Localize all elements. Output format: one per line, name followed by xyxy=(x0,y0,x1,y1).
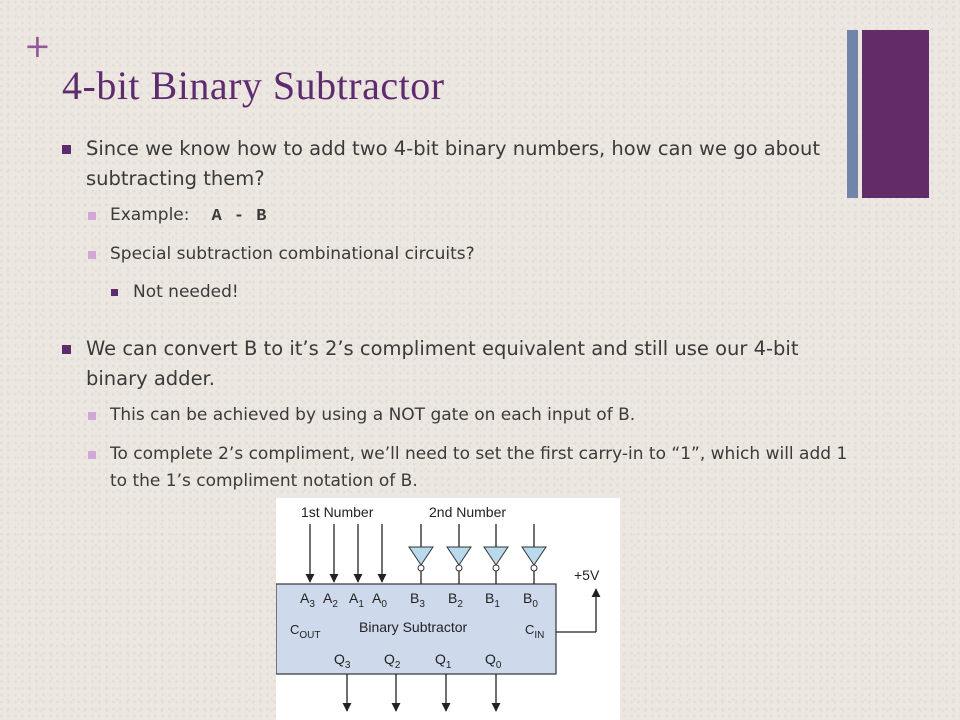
bullet-2-1 xyxy=(88,402,848,429)
a1-label: $A_1$ xyxy=(349,590,364,610)
bullet-1-2-text: Special subtraction combinational circuits? xyxy=(110,244,475,264)
cout-label: $C_{OUT}$ xyxy=(290,622,321,641)
example-expression: A - B xyxy=(211,207,268,226)
b3-label: $B_3$ xyxy=(410,590,425,610)
bullet-marker xyxy=(88,251,96,259)
bullet-marker xyxy=(88,212,96,220)
not-gate-b3 xyxy=(409,547,433,565)
bullet-marker xyxy=(88,451,96,459)
bullet-2-text: We can convert B to it’s 2’s compliment equivalent and still use our 4-bit binary adder. xyxy=(86,337,799,390)
bullet-marker xyxy=(62,145,71,154)
bullet-marker xyxy=(62,345,71,354)
first-number-label: 1st Number xyxy=(301,504,374,520)
q0-label: $Q_0$ xyxy=(485,651,502,671)
not-gate-b0 xyxy=(522,547,546,565)
bullet-2-1-text: This can be achieved by using a NOT gate on each input of B. xyxy=(110,405,636,425)
bullet-1-2 xyxy=(88,241,848,268)
not-bubble-b0 xyxy=(531,565,537,571)
bullet-2 xyxy=(62,334,832,394)
second-number-label: 2nd Number xyxy=(429,504,507,520)
not-bubble-b3 xyxy=(418,565,424,571)
bullet-1-1 xyxy=(88,202,848,230)
bullet-2-2 xyxy=(88,441,848,495)
not-bubble-b2 xyxy=(456,565,462,571)
not-gate-b1 xyxy=(484,547,508,565)
vcc-label: +5V xyxy=(574,567,600,583)
a0-label: $A_0$ xyxy=(372,590,387,610)
q1-label: $Q_1$ xyxy=(435,651,452,671)
a3-label: $A_3$ xyxy=(300,590,315,610)
example-label: Example: xyxy=(110,205,190,225)
bullet-1-text: Since we know how to add two 4-bit binary numbers, how can we go about subtracting them? xyxy=(86,137,820,190)
q3-label: $Q_3$ xyxy=(334,651,351,671)
block-title: Binary Subtractor xyxy=(359,619,468,635)
cin-label: $C_{IN}$ xyxy=(525,622,545,641)
bullet-marker xyxy=(88,412,96,420)
plus-icon: + xyxy=(24,27,51,65)
bullet-2-2-text: To complete 2’s compliment, we’ll need to set the first carry-in to “1”, which will add 1 to the 1’s compliment notation of B. xyxy=(110,444,848,491)
bullet-marker xyxy=(111,289,118,296)
slide-title: 4-bit Binary Subtractor xyxy=(62,63,445,108)
bullet-1-2-1 xyxy=(111,279,239,306)
bullet-1-2-1-text: Not needed! xyxy=(133,282,239,302)
b2-label: $B_2$ xyxy=(448,590,463,610)
not-bubble-b1 xyxy=(493,565,499,571)
binary-subtractor-diagram xyxy=(276,498,620,720)
not-gate-b2 xyxy=(447,547,471,565)
b1-label: $B_1$ xyxy=(485,590,500,610)
b0-label: $B_0$ xyxy=(523,590,538,610)
a2-label: $A_2$ xyxy=(323,590,338,610)
q2-label: $Q_2$ xyxy=(384,651,401,671)
bullet-1 xyxy=(62,134,832,194)
